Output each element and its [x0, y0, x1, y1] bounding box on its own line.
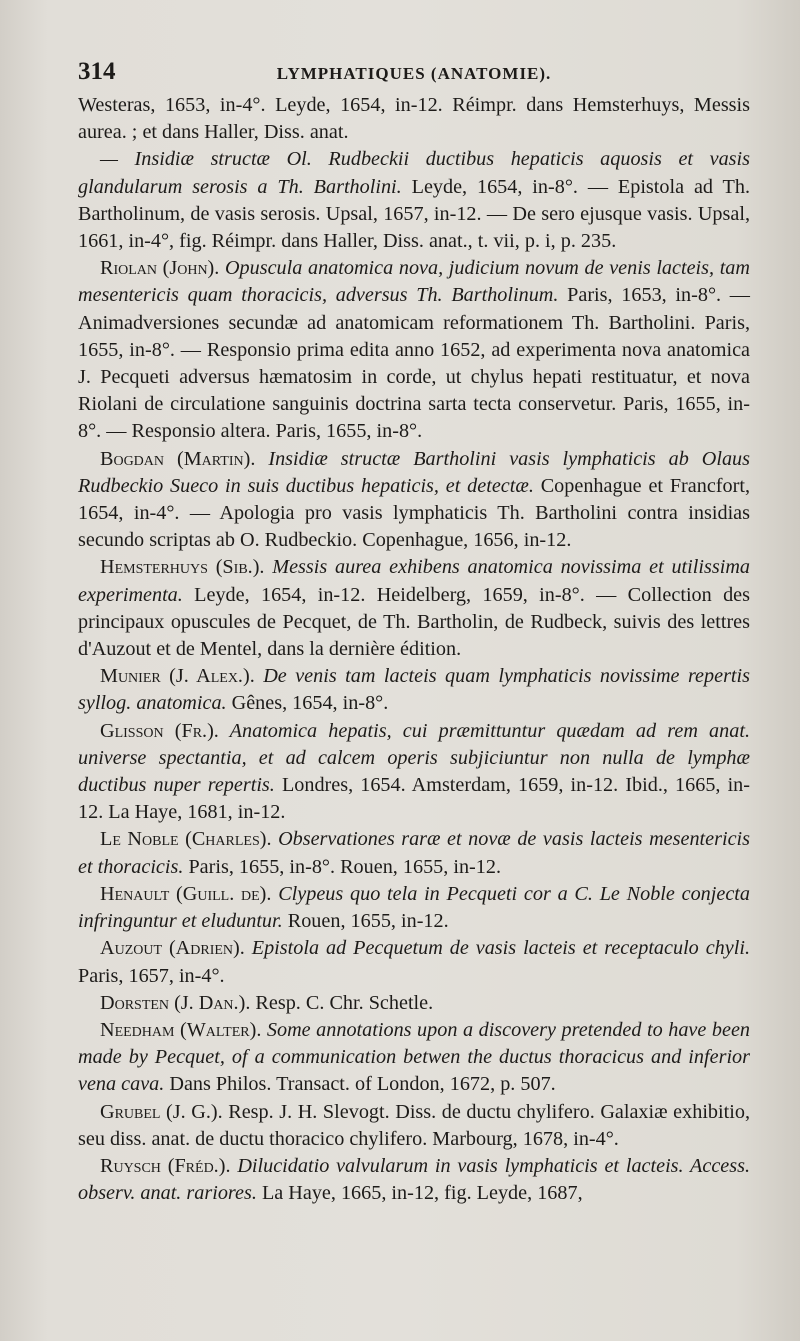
entry-title: Messis aurea exhibens anatomica novissima et utilissima experimenta. [78, 556, 750, 606]
bibliography-entry [78, 1153, 750, 1207]
page-number: 314 [78, 58, 116, 85]
entry-details: Dans Philos. Transact. of London, 1672, p. 507. [164, 1073, 556, 1096]
entry-details: Paris, 1657, in-4°. [78, 964, 225, 987]
entry-details: Resp. C. Chr. Schetle. [250, 991, 434, 1014]
entry-details: Resp. J. H. Slevogt. Diss. de ductu chylifero. Galaxiæ exhibitio, seu diss. anat. de ductu thoracico chylifero. Marbourg, 1678, in-4°. [78, 1100, 750, 1150]
entry-details: Leyde, 1654, in-8°. — Epistola ad Th. Bartholinum, de vasis serosis. Upsal, 1657, in-12. — De sero ejusque vasis. Upsal, 1661, in-4°, fig. Réimpr. dans Haller, Diss. anat., t. vii, p. i, p. 235. [78, 175, 750, 253]
bibliography-entry [78, 826, 750, 880]
entry-author: Glisson (Fr.). [100, 719, 219, 742]
entry-title: De venis tam lacteis quam lymphaticis novissime repertis syllog. anatomica. [78, 665, 750, 715]
bibliography-text [78, 92, 750, 1207]
entry-details: Leyde, 1654, in-12. Heidelberg, 1659, in-8°. — Collection des principaux opuscules de Pecquet, de Th. Bartholin, de Rudbeck, suivis des lettres d'Auzout et de Mentel, dans la dernière édition. [78, 583, 750, 661]
bibliography-entry [78, 881, 750, 935]
bibliography-entry [78, 990, 750, 1017]
bibliography-entry [78, 92, 750, 146]
entry-details: Westeras, 1653, in-4°. Leyde, 1654, in-12. Réimpr. dans Hemsterhuys, Messis aurea. ; et dans Haller, Diss. anat. [78, 94, 750, 144]
bibliography-entry [78, 663, 750, 717]
entry-title: Anatomica hepatis, cui præmittuntur quædam ad rem anat. universe spectantia, et ad calcem operis subjiciuntur non nulla de lymphæ ductibus nuper repertis. [78, 719, 750, 797]
entry-author: Needham (Walter). [100, 1018, 262, 1041]
entry-author: Le Noble (Charles). [100, 828, 272, 851]
bibliography-entry [78, 255, 750, 445]
running-title: LYMPHATIQUES (ANATOMIE). [276, 64, 552, 83]
entry-author: Riolan (John). [100, 257, 220, 280]
bibliography-entry [78, 718, 750, 827]
entry-details: Londres, 1654. Amsterdam, 1659, in-12. Ibid., 1665, in-12. La Haye, 1681, in-12. [78, 774, 750, 824]
entry-author: Hemsterhuys (Sib.). [100, 556, 265, 579]
entry-author: Grubel (J. G.). [100, 1100, 223, 1123]
entry-title: Observationes raræ et novæ de vasis lacteis mesentericis et thoracicis. [78, 828, 750, 878]
entry-title: — Insidiæ structæ Ol. Rudbeckii ductibus hepaticis aquosis et vasis glandularum serosis a Th. Bartholini. [78, 148, 750, 198]
entry-title: Some annotations upon a discovery pretended to have been made by Pecquet, of a communication betwen the ductus thoracicus and inferior vena cava. [78, 1018, 750, 1096]
entry-details: Copenhague et Francfort, 1654, in-4°. — Apologia pro vasis lymphaticis Th. Bartholini contra insidias secundo scriptas ab O. Rudbeckio. Copenhague, 1656, in-12. [78, 474, 750, 552]
bibliography-entry [78, 1017, 750, 1099]
bibliography-entry [78, 446, 750, 555]
bibliography-entry [78, 554, 750, 663]
entry-title: Epistola ad Pecquetum de vasis lacteis et receptaculo chyli. [244, 937, 750, 960]
entry-author: Auzout (Adrien). [100, 937, 245, 960]
entry-details: Paris, 1653, in-8°. — Animadversiones secundæ ad anatomicam reformationem Th. Bartholini. Paris, 1655, in-8°. — Responsio prima edita anno 1652, ad experimenta nova anatomica J. Pecqueti adversus hæmatosim in corde, ut chylus hepati restituatur, et nova Riolani de circulatione sanguinis doctrina sarta tecta conservetur. Paris, 1655, in-8°. — Responsio altera. Paris, 1655, in-8°. [78, 284, 750, 443]
page-header [78, 58, 750, 92]
entry-details: La Haye, 1665, in-12, fig. Leyde, 1687, [256, 1182, 583, 1205]
entry-author: Munier (J. Alex.). [100, 665, 255, 688]
entry-author: Ruysch (Fréd.). [100, 1154, 231, 1177]
entry-details: Rouen, 1655, in-12. [282, 910, 449, 933]
entry-title: Insidiæ structæ Bartholini vasis lymphaticis ab Olaus Rudbeckio Sueco in suis ductibus hepaticis, et detectæ. [78, 447, 750, 497]
bibliography-entry [78, 146, 750, 255]
bibliography-entry [78, 1099, 750, 1153]
entry-title: Dilucidatio valvularum in vasis lymphaticis et lacteis. Access. observ. anat. rariores. [78, 1154, 751, 1205]
entry-author: Dorsten (J. Dan.). [100, 991, 251, 1014]
bibliography-entry [78, 935, 750, 989]
entry-author: Bogdan (Martin). [100, 447, 256, 470]
entry-title: Opuscula anatomica nova, judicium novum de venis lacteis, tam mesentericis quam thoracicis, adversus Th. Bartholinum. [78, 257, 750, 307]
entry-author: Henault (Guill. de). [100, 882, 272, 905]
entry-details: Paris, 1655, in-8°. Rouen, 1655, in-12. [183, 855, 502, 878]
entry-title: Clypeus quo tela in Pecqueti cor a C. Le Noble conjecta infringuntur et eluduntur. [78, 882, 750, 933]
entry-details: Gênes, 1654, in-8°. [226, 692, 389, 715]
